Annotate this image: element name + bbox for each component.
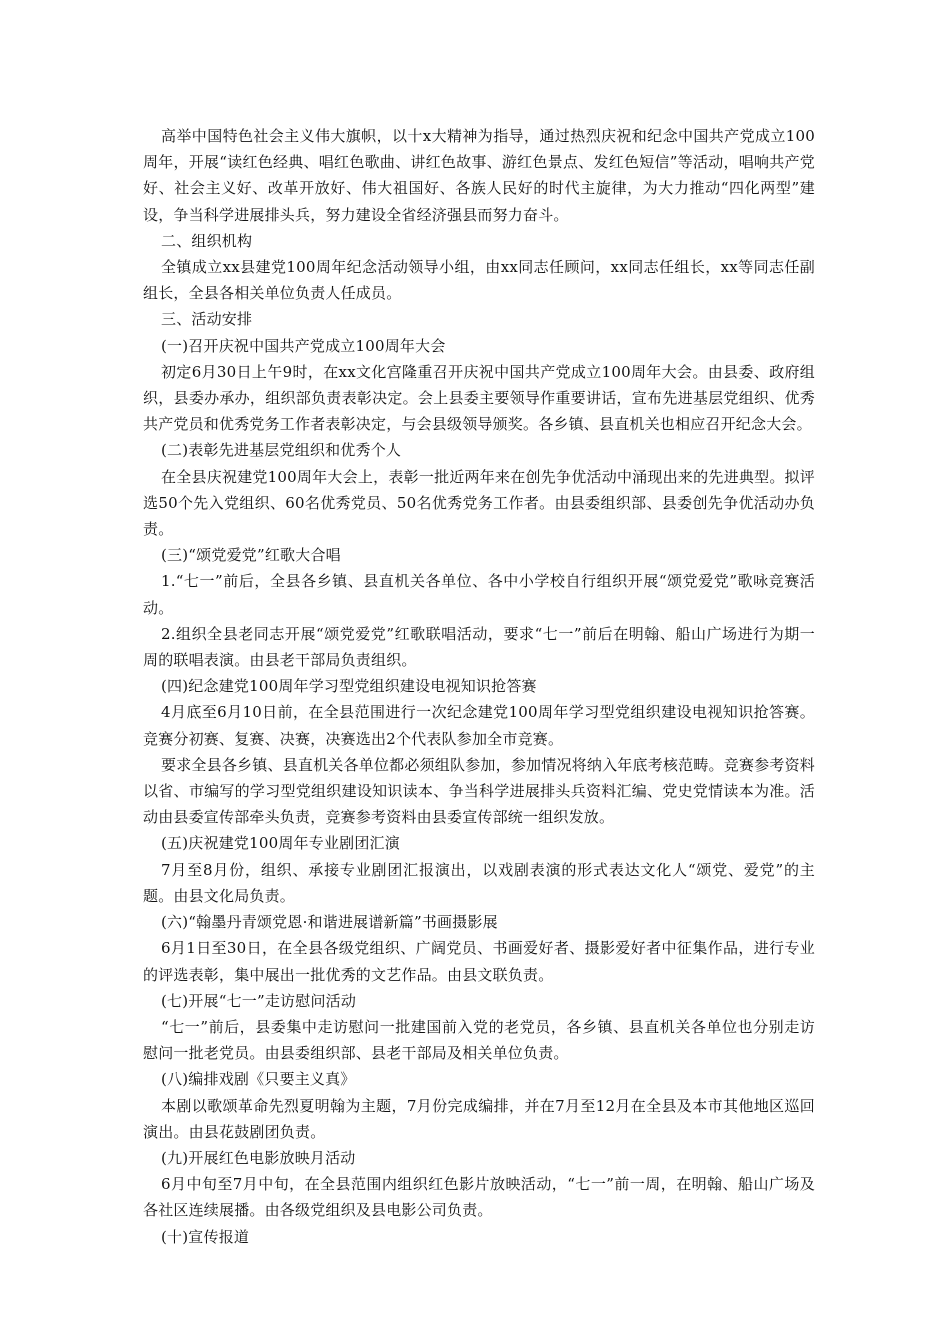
paragraph-4a: 4月底至6月10日前，在全县范围进行一次纪念建党100周年学习型党组织建设电视知识抢答赛。竞赛分初赛、复赛、决赛，决赛选出2个代表队参加全市竞赛。 [143,703,815,748]
subheading-2: (二)表彰先进基层党组织和优秀个人 [161,441,402,460]
paragraph-2: 在全县庆祝建党100周年大会上，表彰一批近两年来在创先争优活动中涌现出来的先进典型。拟评选50个先入党组织、60名优秀党员、50名优秀党务工作者。由县委组织部、县委创先争优活动办负责。 [143,467,815,539]
subheading-8: (八)编排戏剧《只要主义真》 [161,1070,356,1089]
paragraph-4b: 要求全县各乡镇、县直机关各单位都必须组队参加，参加情况将纳入年底考核范畴。竞赛参考资料以省、市编写的学习型党组织建设知识读本、争当科学进展排头兵资料汇编、党史党情读本为准。活动由县委宣传部牵头负责，竞赛参考资料由县委宣传部统一组织发放。 [143,755,815,827]
subheading-7: (七)开展“七一”走访慰问活动 [161,991,357,1010]
organization-paragraph: 全镇成立xx县建党100周年纪念活动领导小组，由xx同志任顾问，xx同志任组长，xx等同志任副组长，全县各相关单位负责人任成员。 [143,258,815,303]
intro-paragraph: 高举中国特色社会主义伟大旗帜，以十x大精神为指导，通过热烈庆祝和纪念中国共产党成立100周年，开展“读红色经典、唱红色歌曲、讲红色故事、游红色景点、发红色短信”等活动，唱响共产党好、社会主义好、改革开放好、伟大祖国好、各族人民好的时代主旋律，为大力推动“四化两型”建设，争当科学进展排头兵，努力建设全省经济强县而努力奋斗。 [143,127,815,224]
paragraph-5: 7月至8月份，组织、承接专业剧团汇报演出，以戏剧表演的形式表达文化人“颂党、爱党”的主题。由县文化局负责。 [143,860,815,905]
section-heading-activities: 三、活动安排 [161,310,253,329]
subheading-6: (六)“翰墨丹青颂党恩·和谐进展谱新篇”书画摄影展 [161,913,498,932]
subheading-4: (四)纪念建党100周年学习型党组织建设电视知识抢答赛 [161,677,537,696]
paragraph-6: 6月1日至30日，在全县各级党组织、广阔党员、书画爱好者、摄影爱好者中征集作品，进行专业的评选表彰，集中展出一批优秀的文艺作品。由县文联负责。 [143,939,815,984]
paragraph-3a: 1.“七一”前后，全县各乡镇、县直机关各单位、各中小学校自行组织开展“颂党爱党”歌咏竞赛活动。 [143,572,815,617]
section-heading-organization: 二、组织机构 [161,231,253,250]
paragraph-8: 本剧以歌颂革命先烈夏明翰为主题，7月份完成编排，并在7月至12月在全县及本市其他地区巡回演出。由县花鼓剧团负责。 [143,1096,815,1141]
paragraph-9: 6月中旬至7月中旬，在全县范围内组织红色影片放映活动，“七一”前一周，在明翰、船山广场及各社区连续展播。由各级党组织及县电影公司负责。 [143,1175,815,1220]
subheading-3: (三)“颂党爱党”红歌大合唱 [161,546,341,565]
subheading-10: (十)宣传报道 [161,1227,250,1246]
subheading-1: (一)召开庆祝中国共产党成立100周年大会 [161,336,446,355]
subheading-5: (五)庆祝建党100周年专业剧团汇演 [161,834,400,853]
paragraph-3b: 2.组织全县老同志开展“颂党爱党”红歌联唱活动，要求“七一”前后在明翰、船山广场进行为期一周的联唱表演。由县老干部局负责组织。 [143,624,815,670]
document-body [143,123,815,1250]
subheading-9: (九)开展红色电影放映月活动 [161,1148,356,1167]
paragraph-1: 初定6月30日上午9时，在xx文化宫隆重召开庆祝中国共产党成立100周年大会。由县委、政府组织，县委办承办，组织部负责表彰决定。会上县委主要领导作重要讲话，宣布先进基层党组织、优秀共产党员和优秀党务工作者表彰决定，与会县级领导颁奖。各乡镇、县直机关也相应召开纪念大会。 [143,362,815,434]
paragraph-7: “七一”前后，县委集中走访慰问一批建国前入党的老党员，各乡镇、县直机关各单位也分别走访慰问一批老党员。由县委组织部、县老干部局及相关单位负责。 [143,1017,815,1063]
